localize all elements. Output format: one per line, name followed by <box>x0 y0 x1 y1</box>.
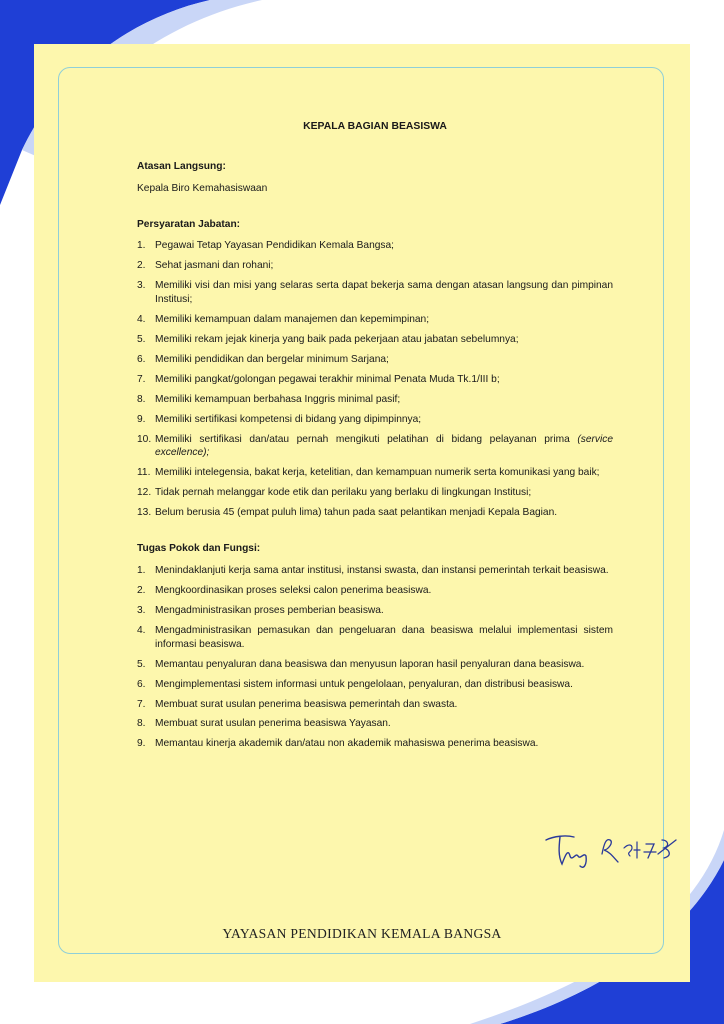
list-item: 3. Mengadministrasikan proses pemberian beasiswa. <box>137 604 384 616</box>
list-item: 12. Tidak pernah melanggar kode etik dan perilaku yang berlaku di lingkungan Institusi; <box>137 487 532 499</box>
list-item: 9. Memantau kinerja akademik dan/atau non akademik mahasiswa penerima beasiswa. <box>137 738 539 750</box>
list-item: 6. Memiliki pendidikan dan bergelar minimum Sarjana; <box>137 353 389 365</box>
list-item: 1. Pegawai Tetap Yayasan Pendidikan Kemala Bangsa; <box>137 240 395 252</box>
list-item: 8. Membuat surat usulan penerima beasiswa Yayasan. <box>137 718 391 730</box>
list-item: 4. Mengadministrasikan pemasukan dan pengeluaran dana beasiswa melalui implementasi sistem informasi beasiswa. <box>137 624 613 650</box>
document-title: KEPALA BAGIAN BEASISWA <box>303 121 447 132</box>
list-item: 7. Memiliki pangkat/golongan pegawai terakhir minimal Penata Muda Tk.1/III b; <box>137 373 500 385</box>
list-item: 6. Mengimplementasi sistem informasi untuk pengelolaan, penyaluran, dan distribusi beasiswa. <box>137 678 573 690</box>
foundation-footer: YAYASAN PENDIDIKAN KEMALA BANGSA <box>222 926 502 941</box>
superior-value: Kepala Biro Kemahasiswaan <box>137 182 268 194</box>
handwritten-signature <box>540 826 680 872</box>
list-item: 5. Memantau penyaluran dana beasiswa dan menyusun laporan hasil penyaluran dana beasiswa. <box>137 658 585 670</box>
list-item: 2. Mengkoordinasikan proses seleksi calon penerima beasiswa. <box>137 584 432 596</box>
superior-heading: Atasan Langsung: <box>137 161 226 173</box>
duties-heading: Tugas Pokok dan Fungsi: <box>137 543 261 555</box>
list-item: 8. Memiliki kemampuan berbahasa Inggris minimal pasif; <box>137 393 401 405</box>
list-item: 13. Belum berusia 45 (empat puluh lima) tahun pada saat pelantikan menjadi Kepala Bagian. <box>137 507 558 519</box>
list-item: 10. Memiliki sertifikasi dan/atau pernah mengikuti pelatihan di bidang pelayanan prima (service excellence); <box>137 433 613 459</box>
list-item: 2. Sehat jasmani dan rohani; <box>137 260 274 272</box>
list-item: 9. Memiliki sertifikasi kompetensi di bidang yang dipimpinnya; <box>137 413 422 425</box>
document-body <box>137 120 613 757</box>
list-item: 7. Membuat surat usulan penerima beasiswa pemerintah dan swasta. <box>137 698 458 710</box>
list-item: 11. Memiliki intelegensia, bakat kerja, ketelitian, dan kemampuan numerik serta komunikasi yang baik; <box>137 467 600 479</box>
duties-list <box>137 564 613 751</box>
list-item: 3. Memiliki visi dan misi yang selaras serta dapat bekerja sama dengan atasan langsung dan pimpinan Institusi; <box>137 280 613 306</box>
list-item: 1. Menindaklanjuti kerja sama antar institusi, instansi swasta, dan instansi pemerintah terkait beasiswa. <box>137 565 609 577</box>
list-item: 4. Memiliki kemampuan dalam manajemen dan kepemimpinan; <box>137 313 430 325</box>
requirements-list <box>137 239 613 520</box>
item-italic-note: (service excellence); <box>155 433 613 459</box>
requirements-heading: Persyaratan Jabatan: <box>137 218 241 230</box>
list-item: 5. Memiliki rekam jejak kinerja yang baik pada pekerjaan atau jabatan sebelumnya; <box>137 333 519 345</box>
